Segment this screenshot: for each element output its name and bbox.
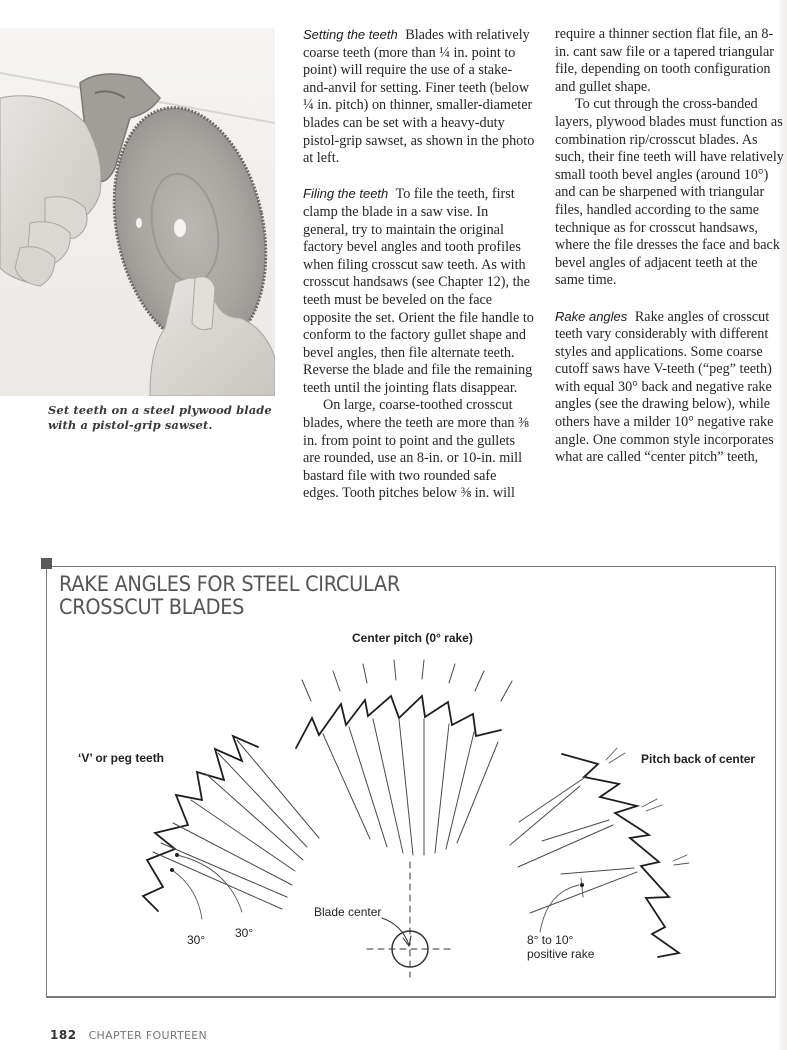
v-peg-radial-lines — [153, 740, 319, 909]
center-pitch-radial-lines — [302, 660, 512, 855]
paragraph-filing-teeth: Filing the teeth To file the teeth, first clamp the blade in a saw vise. In general, try to maintain the original factory bevel angles and tooth profiles when filing crosscut saw teeth. As with crosscut handsaws (see Chapter 12), the teeth must be beveled on the face opposite the set. Orient the file handle to conform to the factory gullet shape and bevel angles, then file alternate teeth. Reverse the blade and file the remaining teeth until the jointing flats disappear. — [303, 186, 534, 396]
positive-rake-arc — [540, 878, 583, 932]
runin-heading-setting-teeth: Setting the teeth — [303, 27, 398, 42]
label-blade-center: Blade center — [314, 905, 382, 919]
paragraph-rake-angles: Rake angles Rake angles of crosscut teeth vary considerably with different styles and applications. Some coarse cutoff saws have V-teeth (“peg” teeth) with equal 30° back and negative rake angles (see the drawing below), while others have a milder 10° negative rake angle. One common style incorporates what are called “center pitch” teeth, — [555, 308, 774, 466]
label-center-pitch: Center pitch (0° rake) — [352, 631, 473, 645]
label-positive-rake-range: 8° to 10° — [527, 933, 574, 947]
label-v-peg-teeth: ‘V’ or peg teeth — [78, 751, 165, 765]
pitch-back-radial-lines — [510, 776, 637, 913]
photo-caption: Set teeth on a steel plywood blade with a pistol-grip sawset. — [48, 403, 272, 432]
chapter-name: CHAPTER FOURTEEN — [88, 1029, 208, 1042]
page-footer — [50, 1028, 207, 1042]
label-angle-30-left: 30° — [187, 933, 206, 947]
paragraph-thinner-file: require a thinner section flat file, an 8-in. cant saw file or a tapered triangular file, depending on tooth configuration and gullet shape. — [555, 26, 775, 95]
page-number: 182 — [50, 1028, 77, 1042]
runin-heading-filing-teeth: Filing the teeth — [303, 186, 389, 202]
label-angle-30-right: 30° — [235, 926, 254, 940]
text-column-1 — [303, 26, 535, 503]
rake-angles-diagram — [46, 566, 776, 998]
diagram-title: RAKE ANGLES FOR STEEL CIRCULAR CROSSCUT BLADES — [59, 572, 401, 619]
blade-center-mark — [367, 862, 455, 977]
pitch-back-teeth — [562, 754, 679, 957]
sawset-photo-illustration — [0, 28, 275, 396]
center-pitch-teeth — [296, 696, 501, 748]
sawset-photo — [0, 28, 275, 396]
paragraph-plywood-blades: To cut through the cross-banded layers, plywood blades must function as combination rip/crosscut blades. As such, their fine teeth will have relatively small tooth bevel angles (around 10°) and can be sharpened with triangular files, handled according to the same technique as for crosscut handsaws, where the file dresses the face and back bevel angles of adjacent teeth at the same time. — [555, 96, 784, 289]
paragraph-setting-teeth: Setting the teeth Blades with relatively coarse teeth (more than ¼ in. point to point) will require the use of a stake-and-anvil for setting. Finer teeth (below ¼ in. pitch) on thinner, smaller-diameter blades can be set with a heavy-duty pistol-grip sawset, as shown in the photo at left. — [303, 27, 535, 167]
label-pitch-back-of-center: Pitch back of center — [641, 752, 756, 766]
paragraph-coarse-blades: On large, coarse-toothed crosscut blades, where the teeth are more than ⅜ in. from point to point and the gullets are rounded, use an 8-in. or 10-in. mill bastard file with two rounded safe edges. Tooth pitches below ⅜ in. will — [303, 397, 529, 502]
runin-heading-rake-angles: Rake angles — [555, 308, 628, 324]
label-positive-rake: positive rake — [527, 947, 595, 961]
text-column-2 — [555, 26, 787, 467]
